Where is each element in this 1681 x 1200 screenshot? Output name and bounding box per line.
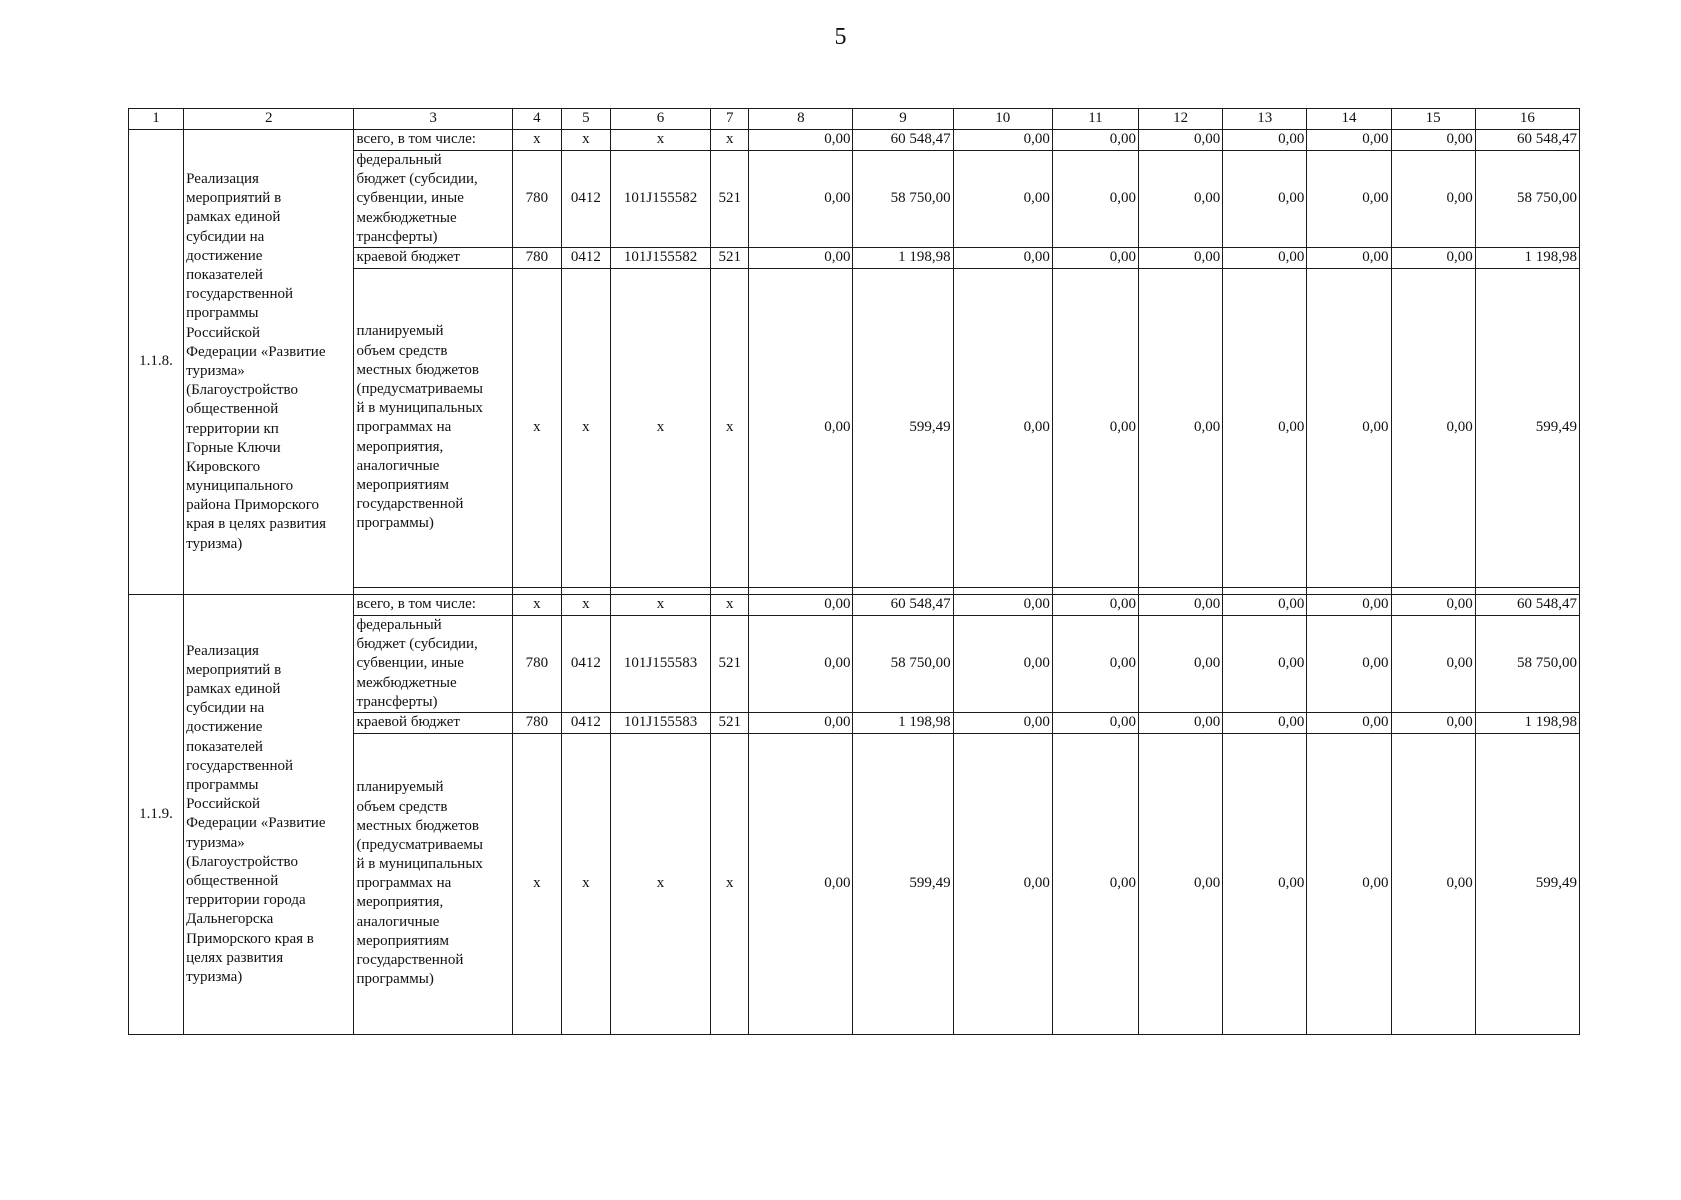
- value-cell: 0,00: [1391, 615, 1475, 712]
- code-cell: 0412: [561, 151, 610, 248]
- funding-source: краевой бюджет: [354, 712, 512, 733]
- value-cell: 58 750,00: [853, 151, 953, 248]
- value-cell: 0,00: [1052, 712, 1138, 733]
- value-cell: 1 198,98: [1475, 712, 1579, 733]
- code-cell: 0412: [561, 712, 610, 733]
- value-cell: 0,00: [749, 268, 853, 587]
- value-cell: 60 548,47: [853, 594, 953, 615]
- value-cell: 0,00: [1139, 247, 1223, 268]
- code-cell: x: [610, 594, 710, 615]
- code-cell: 521: [711, 151, 749, 248]
- code-cell: x: [711, 268, 749, 587]
- code-cell: 521: [711, 615, 749, 712]
- header-cell: 12: [1139, 109, 1223, 130]
- value-cell: 0,00: [1391, 594, 1475, 615]
- value-cell: 0,00: [1052, 247, 1138, 268]
- code-cell: x: [610, 130, 710, 151]
- code-cell: 780: [512, 615, 561, 712]
- code-cell: 101J155582: [610, 151, 710, 248]
- value-cell: 60 548,47: [1475, 594, 1579, 615]
- item-description: Реализация мероприятий в рамках единой субсидии на достижение показателей государственной программы Российской Федерации «Развитие туризма» (Благоустройство общественной территории кп Горные Ключи Кировского муниципального района Приморского края в целях развития туризма): [184, 130, 354, 595]
- value-cell: 599,49: [853, 268, 953, 587]
- funding-source: федеральный бюджет (субсидии, субвенции, иные межбюджетные трансферты): [354, 615, 512, 712]
- value-cell: 1 198,98: [853, 247, 953, 268]
- header-cell: 7: [711, 109, 749, 130]
- value-cell: 0,00: [1307, 594, 1391, 615]
- value-cell: 0,00: [1139, 151, 1223, 248]
- value-cell: 58 750,00: [1475, 615, 1579, 712]
- value-cell: 0,00: [1307, 151, 1391, 248]
- code-cell: 101J155583: [610, 712, 710, 733]
- code-cell: 101J155583: [610, 615, 710, 712]
- code-cell: 101J155582: [610, 247, 710, 268]
- code-cell: x: [561, 268, 610, 587]
- value-cell: 0,00: [1307, 712, 1391, 733]
- code-cell: x: [512, 594, 561, 615]
- value-cell: 0,00: [1307, 615, 1391, 712]
- code-cell: 780: [512, 247, 561, 268]
- item-description: Реализация мероприятий в рамках единой субсидии на достижение показателей государственной программы Российской Федерации «Развитие туризма» (Благоустройство общественной территории города Дальнегорска Приморского края в целях развития туризма): [184, 594, 354, 1034]
- code-cell: x: [561, 733, 610, 1034]
- value-cell: 0,00: [1223, 733, 1307, 1034]
- value-cell: 1 198,98: [1475, 247, 1579, 268]
- header-cell: 9: [853, 109, 953, 130]
- header-cell: 8: [749, 109, 853, 130]
- budget-table: [128, 108, 1580, 1035]
- header-cell: 1: [129, 109, 184, 130]
- value-cell: 599,49: [1475, 733, 1579, 1034]
- value-cell: 0,00: [1052, 733, 1138, 1034]
- value-cell: 0,00: [1139, 594, 1223, 615]
- value-cell: 0,00: [1052, 268, 1138, 587]
- header-cell: 4: [512, 109, 561, 130]
- value-cell: 0,00: [953, 712, 1052, 733]
- funding-source: всего, в том числе:: [354, 594, 512, 615]
- value-cell: 0,00: [1139, 130, 1223, 151]
- value-cell: 58 750,00: [853, 615, 953, 712]
- code-cell: x: [610, 733, 710, 1034]
- value-cell: 0,00: [1223, 268, 1307, 587]
- value-cell: 0,00: [1391, 247, 1475, 268]
- value-cell: 0,00: [749, 247, 853, 268]
- header-cell: 5: [561, 109, 610, 130]
- value-cell: 0,00: [749, 151, 853, 248]
- value-cell: 0,00: [1391, 712, 1475, 733]
- value-cell: 0,00: [1223, 615, 1307, 712]
- value-cell: 0,00: [1052, 594, 1138, 615]
- page-number: 5: [834, 24, 847, 50]
- value-cell: 58 750,00: [1475, 151, 1579, 248]
- value-cell: 0,00: [1139, 615, 1223, 712]
- value-cell: 0,00: [749, 615, 853, 712]
- value-cell: 0,00: [749, 594, 853, 615]
- funding-source: всего, в том числе:: [354, 130, 512, 151]
- value-cell: 0,00: [1223, 247, 1307, 268]
- item-number: 1.1.8.: [129, 130, 184, 595]
- header-cell: 14: [1307, 109, 1391, 130]
- value-cell: 0,00: [749, 712, 853, 733]
- header-cell: 6: [610, 109, 710, 130]
- value-cell: 0,00: [953, 594, 1052, 615]
- value-cell: 60 548,47: [853, 130, 953, 151]
- header-cell: 3: [354, 109, 512, 130]
- value-cell: 0,00: [1052, 615, 1138, 712]
- table-row: [129, 594, 1580, 615]
- value-cell: 0,00: [1223, 130, 1307, 151]
- value-cell: 0,00: [1223, 594, 1307, 615]
- value-cell: 0,00: [953, 733, 1052, 1034]
- value-cell: 0,00: [1307, 268, 1391, 587]
- header-cell: 16: [1475, 109, 1579, 130]
- value-cell: 0,00: [1223, 151, 1307, 248]
- value-cell: 599,49: [1475, 268, 1579, 587]
- value-cell: 0,00: [1391, 130, 1475, 151]
- value-cell: 0,00: [953, 268, 1052, 587]
- value-cell: 0,00: [1307, 247, 1391, 268]
- header-cell: 2: [184, 109, 354, 130]
- funding-source: краевой бюджет: [354, 247, 512, 268]
- code-cell: 780: [512, 151, 561, 248]
- value-cell: 0,00: [1307, 733, 1391, 1034]
- code-cell: 0412: [561, 247, 610, 268]
- value-cell: 0,00: [953, 151, 1052, 248]
- value-cell: 0,00: [1391, 268, 1475, 587]
- value-cell: 0,00: [1052, 130, 1138, 151]
- code-cell: x: [711, 130, 749, 151]
- value-cell: 599,49: [853, 733, 953, 1034]
- funding-source: федеральный бюджет (субсидии, субвенции, иные межбюджетные трансферты): [354, 151, 512, 248]
- funding-source: планируемый объем средств местных бюджетов (предусматриваемы й в муниципальных программах на мероприятия, аналогичные мероприятиям государственной программы): [354, 268, 512, 587]
- value-cell: 0,00: [1139, 733, 1223, 1034]
- code-cell: 0412: [561, 615, 610, 712]
- value-cell: 0,00: [1052, 151, 1138, 248]
- code-cell: x: [561, 130, 610, 151]
- header-cell: 15: [1391, 109, 1475, 130]
- value-cell: 0,00: [749, 733, 853, 1034]
- header-cell: 13: [1223, 109, 1307, 130]
- value-cell: 0,00: [1139, 712, 1223, 733]
- value-cell: 0,00: [953, 130, 1052, 151]
- value-cell: 0,00: [1391, 151, 1475, 248]
- header-row: [129, 109, 1580, 130]
- table-row: [129, 130, 1580, 151]
- code-cell: x: [711, 594, 749, 615]
- value-cell: 0,00: [1139, 268, 1223, 587]
- code-cell: x: [512, 268, 561, 587]
- code-cell: x: [512, 130, 561, 151]
- item-number: 1.1.9.: [129, 594, 184, 1034]
- value-cell: 0,00: [1307, 130, 1391, 151]
- code-cell: x: [610, 268, 710, 587]
- code-cell: 780: [512, 712, 561, 733]
- funding-source: планируемый объем средств местных бюджетов (предусматриваемы й в муниципальных программах на мероприятия, аналогичные мероприятиям государственной программы): [354, 733, 512, 1034]
- header-cell: 11: [1052, 109, 1138, 130]
- code-cell: 521: [711, 247, 749, 268]
- value-cell: 0,00: [749, 130, 853, 151]
- code-cell: x: [512, 733, 561, 1034]
- value-cell: 0,00: [1223, 712, 1307, 733]
- value-cell: 0,00: [1391, 733, 1475, 1034]
- value-cell: 0,00: [953, 247, 1052, 268]
- header-cell: 10: [953, 109, 1052, 130]
- code-cell: 521: [711, 712, 749, 733]
- code-cell: x: [561, 594, 610, 615]
- value-cell: 1 198,98: [853, 712, 953, 733]
- value-cell: 0,00: [953, 615, 1052, 712]
- code-cell: x: [711, 733, 749, 1034]
- value-cell: 60 548,47: [1475, 130, 1579, 151]
